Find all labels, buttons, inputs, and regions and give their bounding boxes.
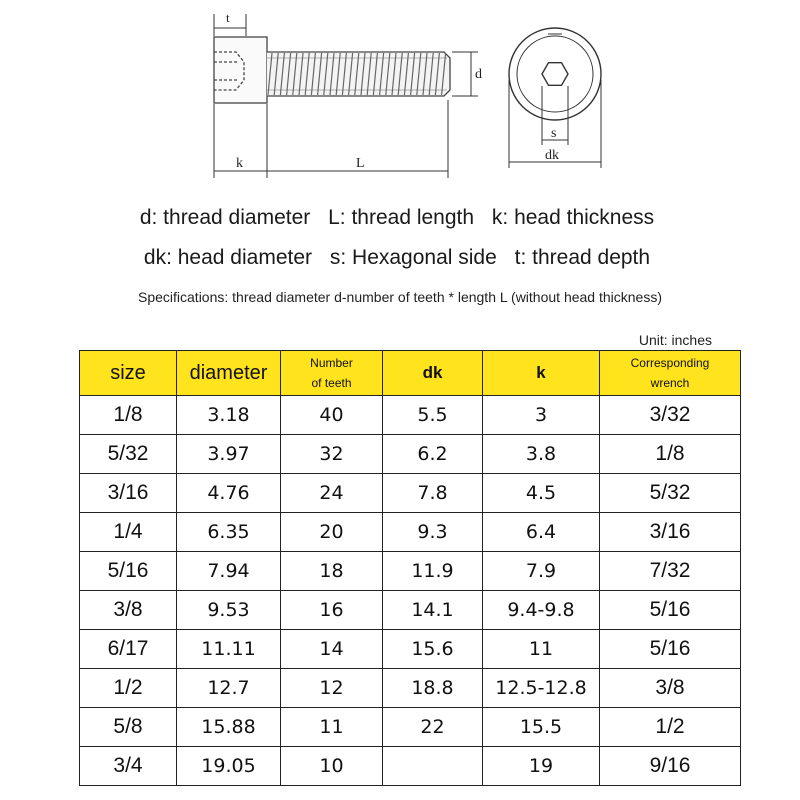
cell-dk: 22 xyxy=(383,708,483,747)
cell-diameter: 3.97 xyxy=(177,435,281,474)
cell-teeth: 24 xyxy=(281,474,383,513)
label-s: s xyxy=(551,126,557,141)
cell-wrench: 7/32 xyxy=(600,552,741,591)
cell-teeth: 12 xyxy=(281,669,383,708)
cell-teeth: 14 xyxy=(281,630,383,669)
table-row xyxy=(80,474,741,513)
header-teeth-line2: of teeth xyxy=(311,376,352,390)
legend-head-diameter: dk: head diameter xyxy=(143,246,313,269)
cell-size: 5/8 xyxy=(80,708,177,747)
head-outer-circle xyxy=(509,28,601,120)
spec-table xyxy=(79,350,741,786)
cell-teeth: 18 xyxy=(281,552,383,591)
table-row xyxy=(80,708,741,747)
cell-size: 3/16 xyxy=(80,474,177,513)
cell-wrench: 1/8 xyxy=(600,435,741,474)
cell-dk: 18.8 xyxy=(383,669,483,708)
header-diameter: diameter xyxy=(177,351,281,396)
cell-size: 5/32 xyxy=(80,435,177,474)
cell-diameter: 9.53 xyxy=(177,591,281,630)
cell-wrench: 9/16 xyxy=(600,747,741,786)
cell-size: 1/8 xyxy=(80,396,177,435)
table-header-row xyxy=(80,351,741,396)
table-row xyxy=(80,747,741,786)
cell-wrench: 3/8 xyxy=(600,669,741,708)
cell-k: 6.4 xyxy=(483,513,600,552)
cell-teeth: 11 xyxy=(281,708,383,747)
cell-dk: 5.5 xyxy=(383,396,483,435)
label-t: t xyxy=(226,10,230,25)
cell-dk: 11.9 xyxy=(383,552,483,591)
table-row xyxy=(80,513,741,552)
cell-k: 15.5 xyxy=(483,708,600,747)
cell-size: 3/8 xyxy=(80,591,177,630)
cell-k: 11 xyxy=(483,630,600,669)
legend-thread-length: L: thread length xyxy=(328,206,475,229)
label-dk: dk xyxy=(545,148,559,163)
legend-line-1 xyxy=(0,206,800,230)
cell-teeth: 40 xyxy=(281,396,383,435)
label-d: d xyxy=(475,67,482,82)
cell-wrench: 5/32 xyxy=(600,474,741,513)
table-row xyxy=(80,669,741,708)
cell-diameter: 15.88 xyxy=(177,708,281,747)
cell-k: 3.8 xyxy=(483,435,600,474)
header-dk: dk xyxy=(383,351,483,396)
cell-teeth: 20 xyxy=(281,513,383,552)
cell-diameter: 6.35 xyxy=(177,513,281,552)
cell-size: 1/2 xyxy=(80,669,177,708)
cell-diameter: 7.94 xyxy=(177,552,281,591)
header-wrench-line2: wrench xyxy=(650,376,690,390)
cell-size: 5/16 xyxy=(80,552,177,591)
cell-dk xyxy=(383,747,483,786)
table-row xyxy=(80,552,741,591)
cell-wrench: 5/16 xyxy=(600,591,741,630)
header-k: k xyxy=(483,351,600,396)
legend-thread-diameter: d: thread diameter xyxy=(139,206,311,229)
header-size: size xyxy=(80,351,177,396)
cell-diameter: 19.05 xyxy=(177,747,281,786)
cell-diameter: 3.18 xyxy=(177,396,281,435)
label-L: L xyxy=(356,156,365,171)
label-k: k xyxy=(236,156,243,171)
cell-teeth: 10 xyxy=(281,747,383,786)
cell-k: 4.5 xyxy=(483,474,600,513)
cell-teeth: 32 xyxy=(281,435,383,474)
cell-dk: 14.1 xyxy=(383,591,483,630)
unit-note: Unit: inches xyxy=(638,332,712,348)
legend-thread-depth: t: thread depth xyxy=(514,246,651,269)
cell-dk: 7.8 xyxy=(383,474,483,513)
cell-dk: 15.6 xyxy=(383,630,483,669)
table-row xyxy=(80,591,741,630)
legend-head-thickness: k: head thickness xyxy=(491,206,655,229)
cell-wrench: 5/16 xyxy=(600,630,741,669)
cell-k: 3 xyxy=(483,396,600,435)
screw-diagram xyxy=(0,0,800,200)
cell-wrench: 1/2 xyxy=(600,708,741,747)
cell-wrench: 3/32 xyxy=(600,396,741,435)
hex-socket xyxy=(542,63,568,86)
table-row xyxy=(80,630,741,669)
cell-size: 3/4 xyxy=(80,747,177,786)
cell-diameter: 11.11 xyxy=(177,630,281,669)
specification-note: Specifications: thread diameter d-number of teeth * length L (without head thickness) xyxy=(138,289,662,305)
cell-size: 1/4 xyxy=(80,513,177,552)
cell-diameter: 4.76 xyxy=(177,474,281,513)
cell-diameter: 12.7 xyxy=(177,669,281,708)
cell-size: 6/17 xyxy=(80,630,177,669)
cell-k: 9.4-9.8 xyxy=(483,591,600,630)
cell-k: 19 xyxy=(483,747,600,786)
table-row xyxy=(80,396,741,435)
cell-wrench: 3/16 xyxy=(600,513,741,552)
legend-line-2 xyxy=(0,246,800,270)
header-corresponding-wrench xyxy=(600,351,741,396)
legend-hexagonal-side: s: Hexagonal side xyxy=(329,246,497,269)
cell-k: 7.9 xyxy=(483,552,600,591)
cell-dk: 9.3 xyxy=(383,513,483,552)
cell-dk: 6.2 xyxy=(383,435,483,474)
cell-teeth: 16 xyxy=(281,591,383,630)
header-teeth-line1: Number xyxy=(310,356,353,370)
header-wrench-line1: Corresponding xyxy=(630,356,710,370)
table-row xyxy=(80,435,741,474)
cell-k: 12.5-12.8 xyxy=(483,669,600,708)
table-body xyxy=(80,396,741,786)
screw-head xyxy=(214,37,267,103)
header-number-of-teeth xyxy=(281,351,383,396)
